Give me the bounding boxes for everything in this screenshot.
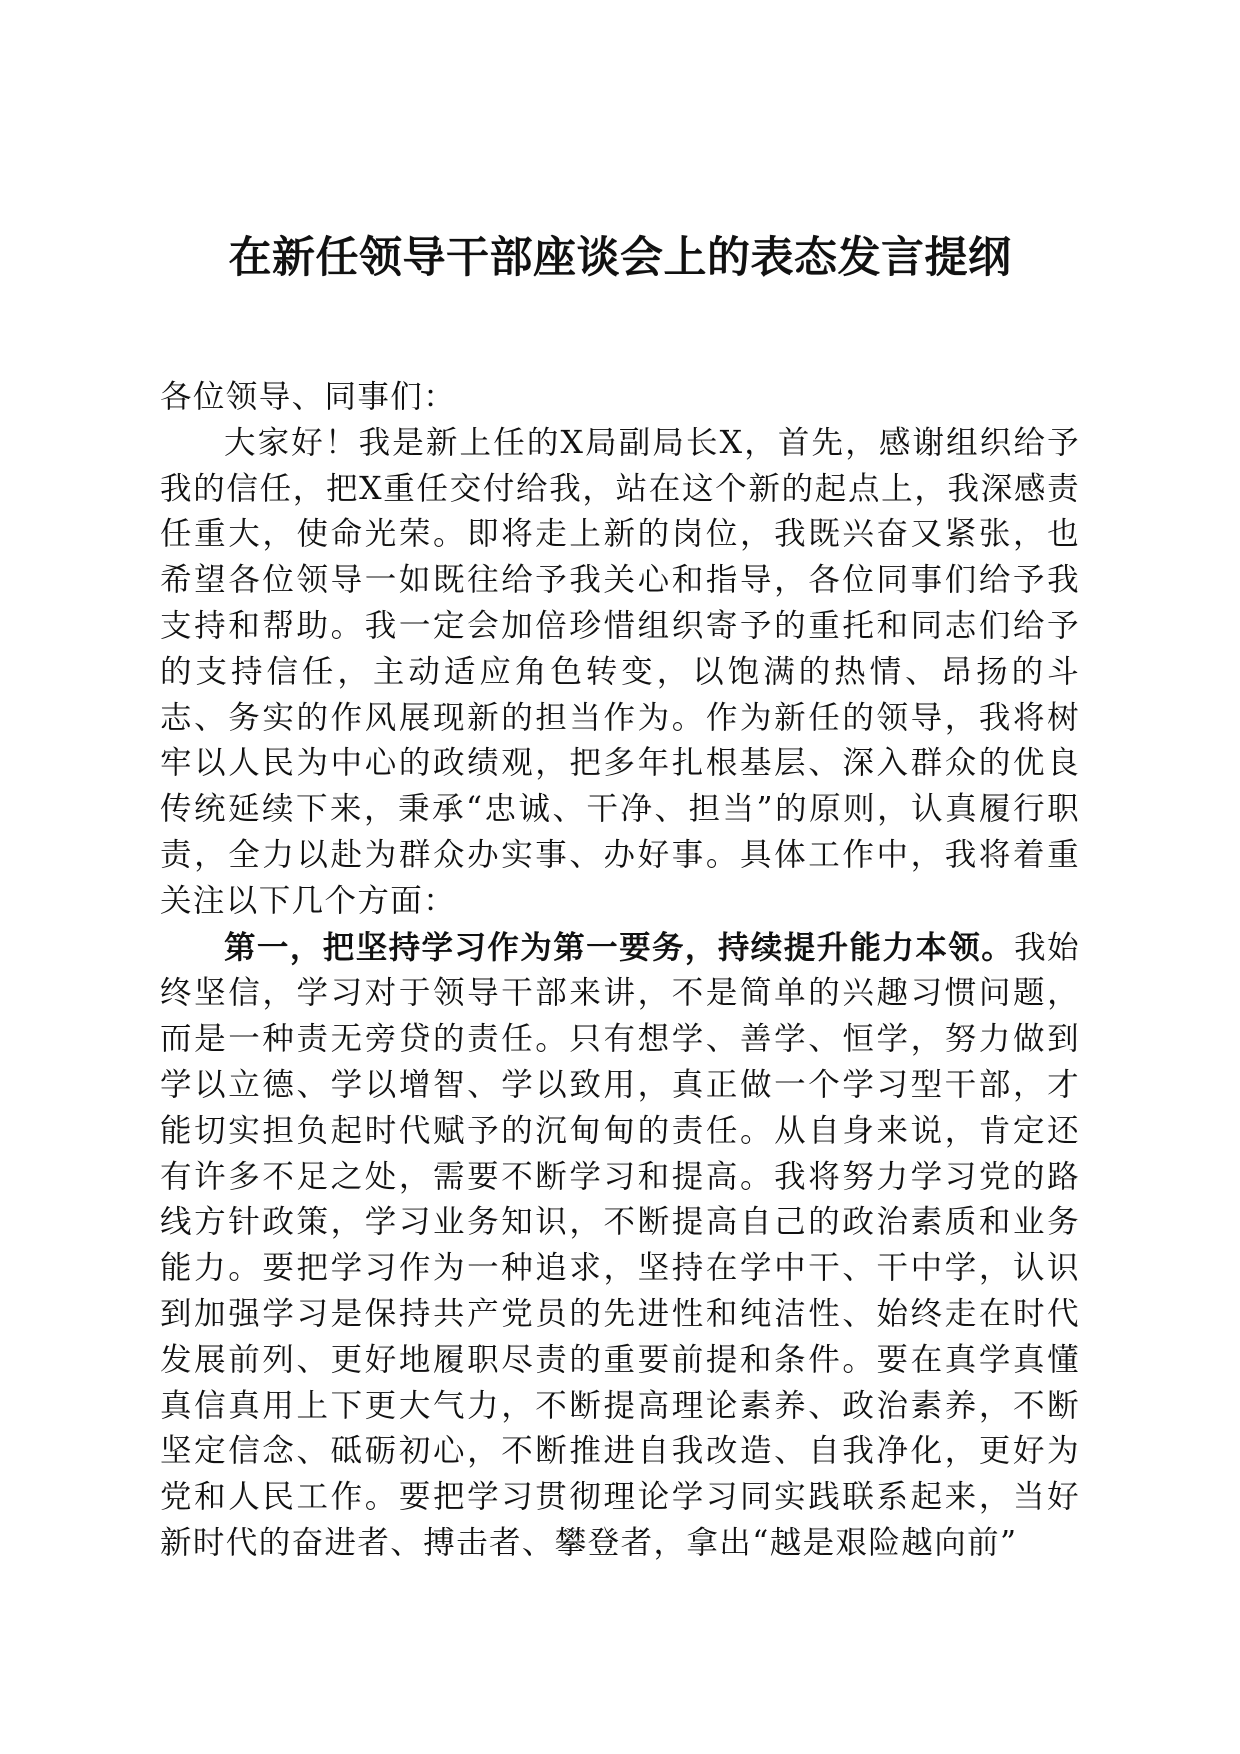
- paragraph-intro: 大家好！我是新上任的X局副局长X，首先，感谢组织给予我的信任，把X重任交付给我，站在这个新的起点上，我深感责任重大，使命光荣。即将走上新的岗位，我既兴奋又紧张，也希望各位领导一如既往给予我关心和指导，各位同事们给予我支持和帮助。我一定会加倍珍惜组织寄予的重托和同志们给予的支持信任，主动适应角色转变，以饱满的热情、昂扬的斗志、务实的作风展现新的担当作为。作为新任的领导，我将树牢以人民为中心的政绩观，把多年扎根基层、深入群众的优良传统延续下来，秉承“忠诚、干净、担当”的原则，认真履行职责，全力以赴为群众办实事、办好事。具体工作中，我将着重关注以下几个方面：: [160, 424, 1080, 919]
- paragraph-first-point-text: 我始终坚信，学习对于领导干部来讲，不是简单的兴趣习惯问题，而是一种责无旁贷的责任。只有想学、善学、恒学，努力做到学以立德、学以增智、学以致用，真正做一个学习型干部，才能切实担负起时代赋予的沉甸甸的责任。从自身来说，肯定还有许多不足之处，需要不断学习和提高。我将努力学习党的路线方针政策，学习业务知识，不断提高自己的政治素质和业务能力。要把学习作为一种追求，坚持在学中干、干中学，认识到加强学习是保持共产党员的先进性和纯洁性、始终走在时代发展前列、更好地履职尽责的重要前提和条件。要在真学真懂真信真用上下更大气力，不断提高理论素养、政治素养，不断坚定信念、砥砺初心，不断推进自我改造、自我净化，更好为党和人民工作。要把学习贯彻理论学习同实践联系起来，当好新时代的奋进者、搏击者、攀登者，拿出“越是艰险越向前”: [160, 929, 1080, 1561]
- document-body: [160, 375, 1080, 1567]
- paragraph-first-point: [160, 925, 1080, 1567]
- salutation: 各位领导、同事们：: [160, 379, 457, 415]
- paragraph-first-point-heading: 第一，把坚持学习作为第一要务，持续提升能力本领。: [224, 928, 1015, 966]
- document-title: 在新任领导干部座谈会上的表态发言提纲: [228, 233, 1012, 283]
